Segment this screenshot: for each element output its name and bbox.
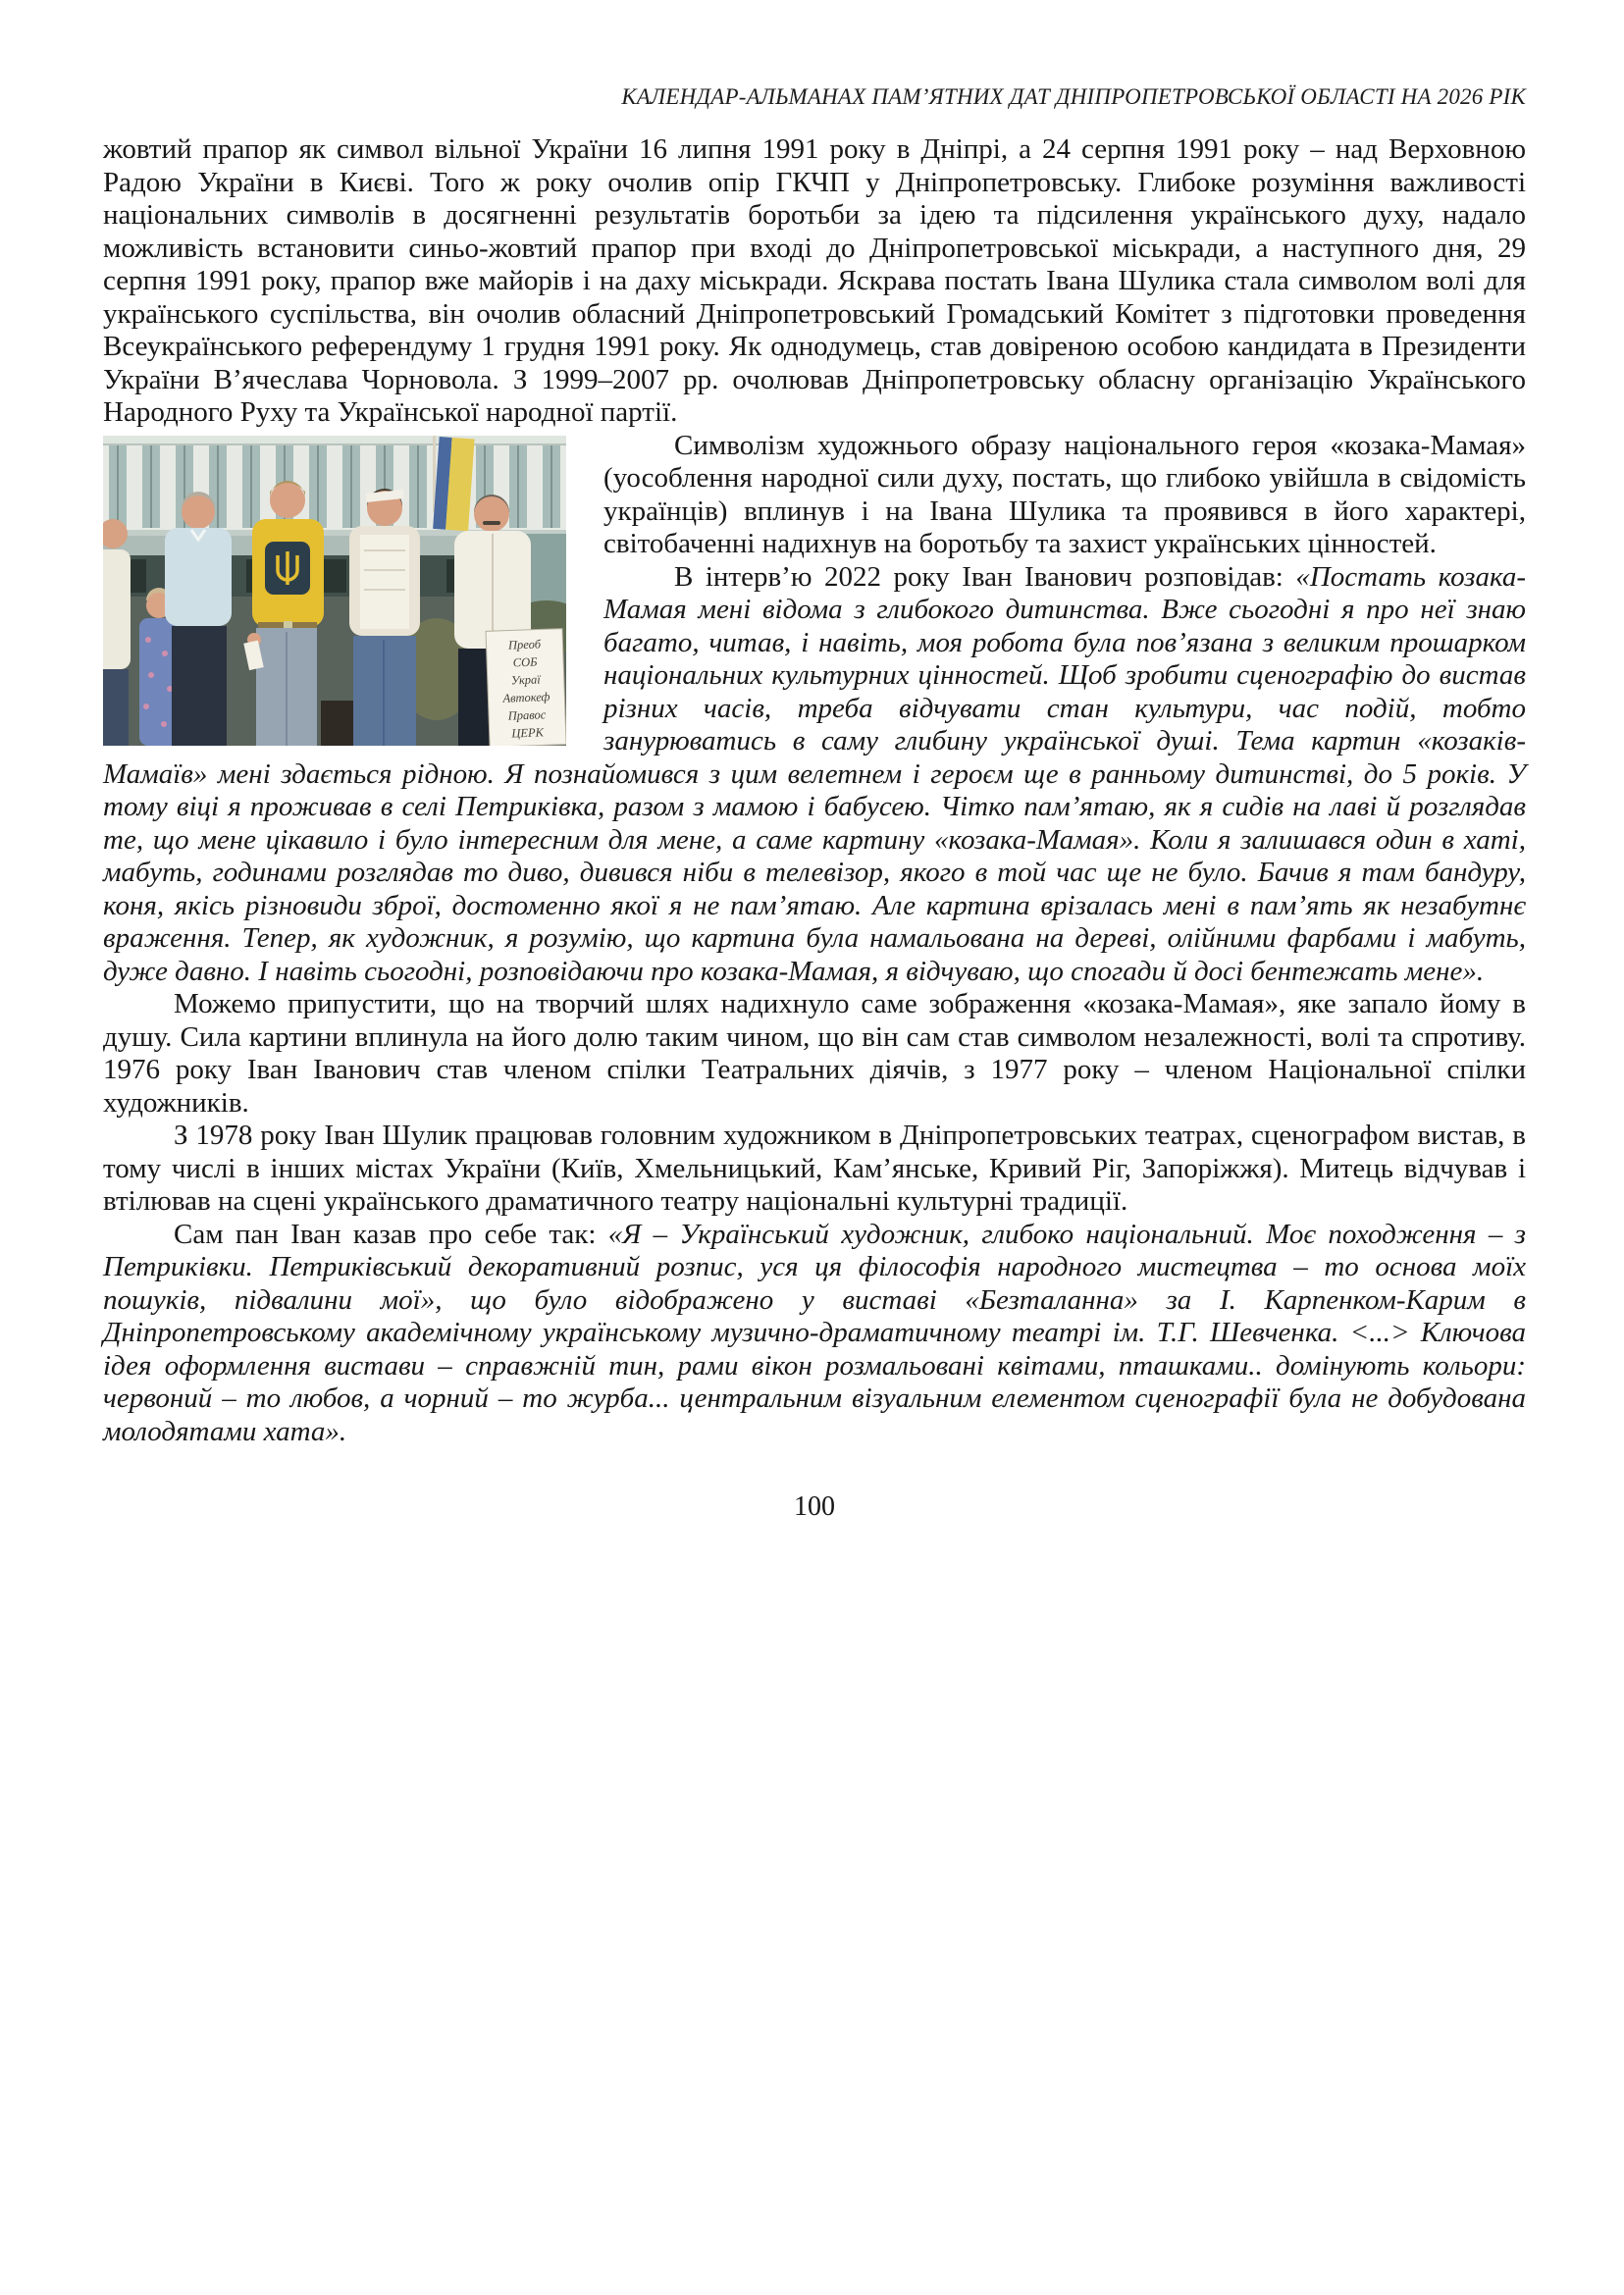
paragraph	[103, 1219, 1526, 1449]
group-photo-scene	[103, 436, 566, 746]
sign-line: ЦЕРК	[511, 724, 545, 741]
photo	[103, 436, 566, 746]
sign-line: Украї	[510, 671, 541, 687]
sign-line: СОБ	[512, 654, 538, 669]
body-text: Можемо припустити, що на творчий шлях надихнуло саме зображення «козака-Мамая», яке запало йому в душу. Сила картини вплинула на його долю таким чином, що він сам став символом незалежності, волі та спротиву. 1976 року Іван Іванович став членом спілки Театральних діячів, з 1977 року – членом Національної спілки художників.	[103, 988, 1526, 1119]
person-elder	[165, 492, 232, 746]
trident-emblem-icon	[265, 542, 310, 595]
sign-line: Правос	[507, 706, 547, 723]
person-headband	[349, 489, 420, 746]
sign-line: Автокеф	[502, 689, 550, 705]
body-text: Сам пан Іван казав про себе так:	[174, 1218, 608, 1250]
ukraine-flag-icon	[433, 436, 475, 531]
paragraph	[103, 1120, 1526, 1219]
running-header: КАЛЕНДАР-АЛЬМАНАХ ПАМ’ЯТНИХ ДАТ ДНІПРОПЕТРОВСЬКОЇ ОБЛАСТІ НА 2026 РІК	[621, 84, 1526, 109]
protest-sign	[486, 628, 566, 745]
article-body	[103, 430, 1526, 1449]
article	[103, 133, 1526, 1448]
body-text: В інтерв’ю 2022 року Іван Іванович розповідав:	[674, 560, 1296, 593]
paragraph	[103, 133, 1526, 430]
sign-line: Преоб	[507, 636, 542, 652]
person-far-left	[103, 519, 131, 746]
body-text: жовтий прапор як символ вільної України 16 липня 1991 року в Дніпрі, а 24 серпня 1991 року – над Верховною Радою України в Києві. Того ж року очолив опір ГКЧП у Дніпропетровську. Глибоке розуміння важливості національних символів в досягненні результатів боротьби за ідею та підсилення українського духу, надало можливість встановити синьо-жовтий прапор при вході до Дніпропетровської міськради, а наступного дня, 29 серпня 1991 року, прапор вже майорів і на даху міськради. Яскрава постать Івана Шулика стала символом волі для українського суспільства, він очолив обласний Дніпропетровський Громадський Комітет з підготовки проведення Всеукраїнського референдуму 1 грудня 1991 року. Як однодумець, став довіреною особою кандидата в Президенти України В’ячеслава Чорновола. З 1999–2007 рр. очолював Дніпропетровську обласну організацію Українського Народного Руху та Української народної партії.	[103, 133, 1526, 428]
article-intro	[103, 133, 1526, 430]
quote-text: «Постать козака-Мамая мені відома з глибокого дитинства. Вже сьогодні я про неї знаю багато, читав, і навіть, моя робота була пов’язана з великим прошарком національних культурних цінностей. Щоб зробити сценографію до вистав різних часів, треба відчувати стан культури, час подій, тобто занурюватись в саму глибину української душі. Тема картин «козаків-Мамаїв» мені здається рідною. Я познайомився з цим велетнем і героєм ще в ранньому дитинстві, до 5 років. У тому віці я проживав в селі Петриківка, разом з мамою і бабусею. Чітко пам’ятаю, як я сидів на лаві й розглядав те, що мене цікавило і було інтересним для мене, а саме картину «козака-Мамая». Коли я залишався один в хаті, мабуть, годинами розглядав то диво, дивився ніби в телевізор, якого в той час ще не було. Бачив я там бандуру, коня, якісь різновиди зброї, достоменно якої я не пам’ятаю. Але картина врізалась мені в пам’ять як незабутнє враження. Тепер, як художник, я розумію, що картина була намальована на дереві, олійними фарбами і мабуть, дуже давно. І навіть сьогодні, розповідаючи про козака-Мамая, я відчуваю, що спогади й досі бентежать мене».	[103, 560, 1526, 987]
body-text: З 1978 року Іван Шулик працював головним художником в Дніпропетровських театрах, сценографом вистав, в тому числі в інших містах України (Київ, Хмельницький, Кам’янське, Кривий Ріг, Запоріжжя). Митець відчував і втілював на сцені українського драматичного театру національні культурні традиції.	[103, 1120, 1526, 1217]
page-number: 100	[794, 1491, 835, 1522]
quote-text: «Я – Український художник, глибоко національний. Моє походження – з Петриківки. Петриківський декоративний розпис, уся ця філософія народного мистецтва – то основа моїх пошуків, підвалини мої», що було відображено у виставі «Безталанна» за І. Карпенком-Карим в Дніпропетровському академічному українському музично-драматичному театрі ім. Т.Г. Шевченка. <...> Ключова ідея оформлення вистави – справжній тин, рами вікон розмальовані квітами, пташками.. домінують кольори: червоний – то любов, а чорний – то журба... центральним візуальним елементом сценографії була не добудована молодятами хата».	[103, 1218, 1526, 1447]
paragraph	[103, 988, 1526, 1120]
body-text: Символізм художнього образу національного героя «козака-Мамая» (уособлення народної сили духу, постать, що глибоко увійшла в свідомість українців) вплинув і на Івана Шулика та проявився в його характері, світобаченні надихнув на боротьбу та захист українських цінностей.	[603, 429, 1526, 559]
